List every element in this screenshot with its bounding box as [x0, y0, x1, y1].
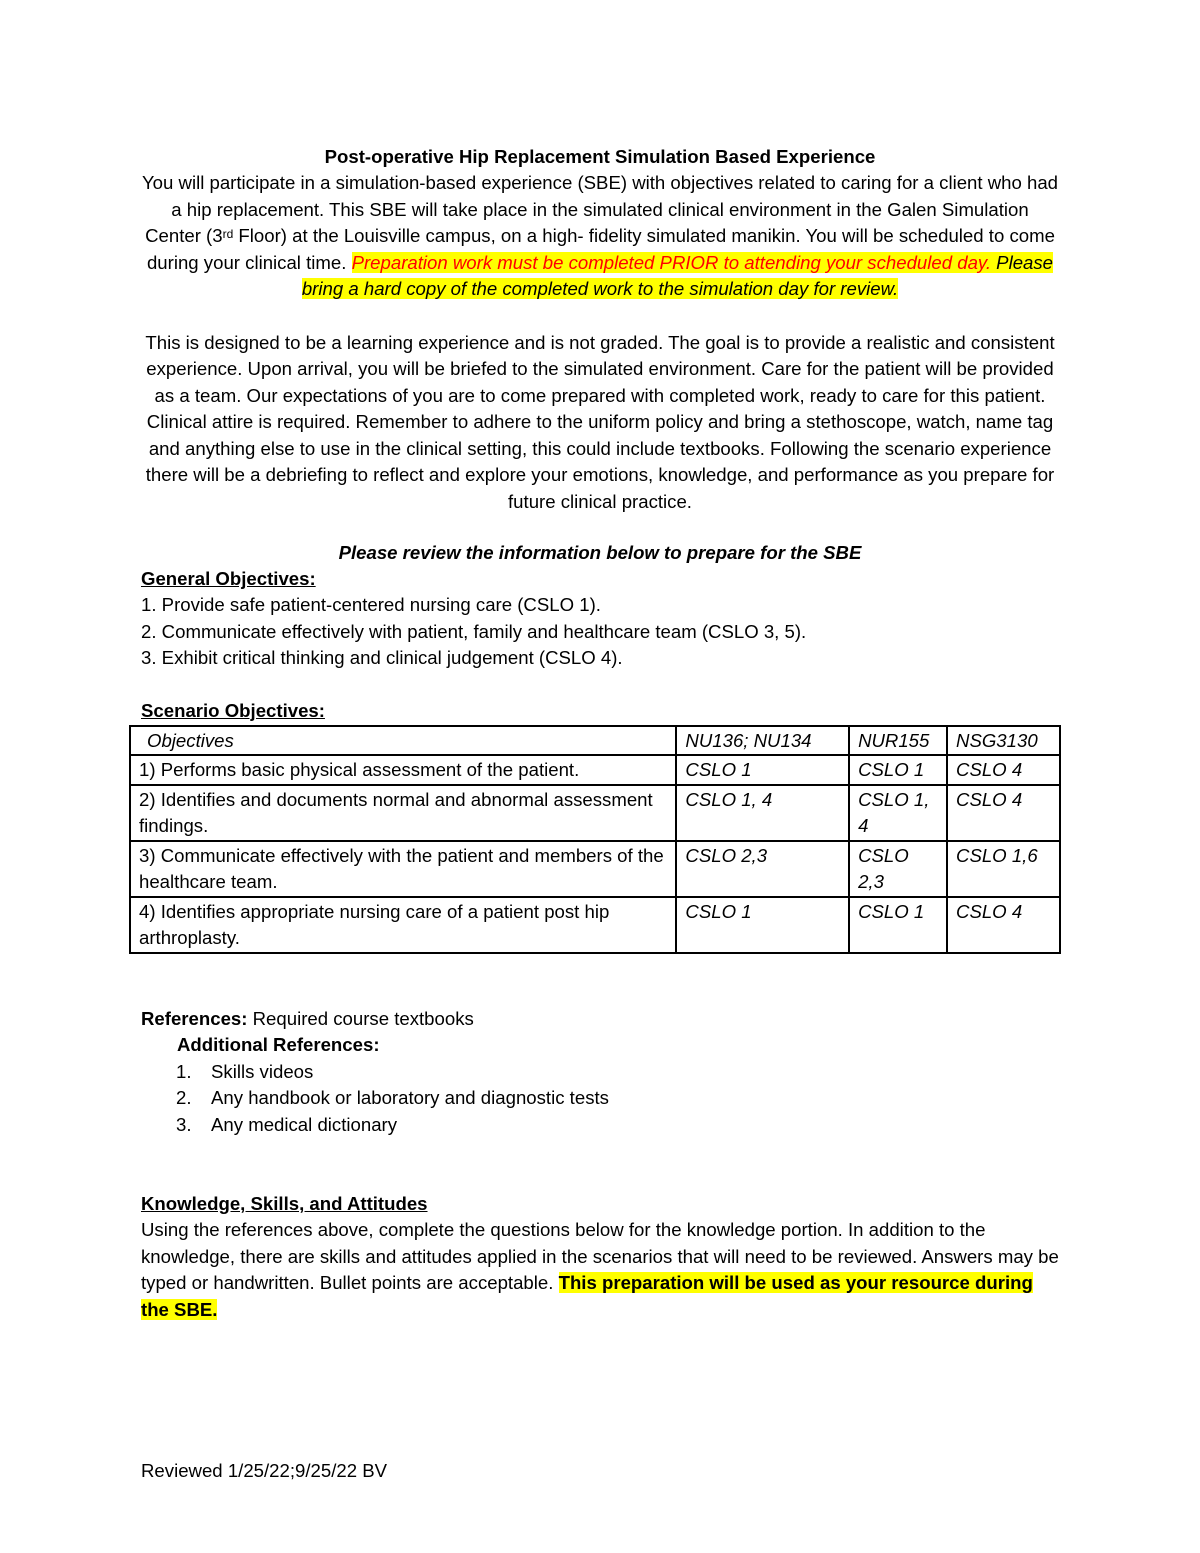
objective-text: Performs basic physical assessment of the patient. [155, 759, 580, 780]
general-objectives-list [141, 592, 1059, 672]
objective-text: Communicate effectively with the patient and members of the healthcare team. [139, 844, 664, 892]
list-text: Skills videos [211, 1060, 314, 1082]
general-objective-text: Provide safe patient-centered nursing care (CSLO 1). [156, 594, 601, 615]
table-cell: CSLO 1 [849, 897, 947, 953]
scenario-objectives-header: Scenario Objectives: [141, 699, 325, 721]
scenario-objectives-table [129, 725, 1061, 954]
general-objective-text: Communicate effectively with patient, family and healthcare team (CSLO 3, 5). [156, 620, 807, 642]
table-header-row [130, 726, 1060, 756]
list-num: 1. [176, 1060, 192, 1082]
ksa-header: Knowledge, Skills, and Attitudes [141, 1193, 428, 1214]
ksa-paragraph [141, 1217, 1059, 1323]
general-objective-num: 2. [141, 620, 157, 642]
objective-text: Identifies appropriate nursing care of a patient post hip arthroplasty. [139, 900, 610, 948]
table-cell: CSLO 2,3 [676, 841, 849, 897]
intro-text-2: Floor) at the Louisville campus, on a high- fidelity simulated manikin. You will be scheduled to come during your clinical time. [146, 225, 1055, 273]
table-row [130, 785, 1060, 841]
general-objective-num: 3. [141, 647, 157, 668]
document-title: Post-operative Hip Replacement Simulation Based Experience [324, 146, 876, 167]
additional-references-label: Additional References: [177, 1034, 380, 1055]
footer-review-date: Reviewed 1/25/22;9/25/22 BV [141, 1460, 388, 1481]
table-cell: CSLO 1 [676, 897, 849, 953]
general-objective-item [141, 592, 1059, 619]
intro-superscript: rd [222, 227, 234, 241]
list-num: 3. [176, 1113, 192, 1135]
general-objective-text: Exhibit critical thinking and clinical judgement (CSLO 4). [156, 647, 623, 668]
table-row [130, 897, 1060, 953]
list-text: Any medical dictionary [211, 1113, 398, 1135]
table-cell: CSLO 1,6 [947, 841, 1060, 897]
list-item [141, 1112, 1059, 1139]
objective-num: 4) [139, 900, 156, 922]
objective-text: Identifies and documents normal and abnormal assessment findings. [139, 788, 653, 836]
table-cell: CSLO 1 [849, 755, 947, 785]
intro-italic-highlight: Please bring a hard copy of the completed work to the simulation day for review. [301, 251, 1054, 299]
table-cell: CSLO 1, 4 [849, 785, 947, 841]
review-header: Please review the information below to prepare for the SBE [338, 542, 862, 563]
table-cell: CSLO 1, 4 [676, 785, 849, 841]
objective-num: 3) [139, 844, 156, 866]
additional-references-list [141, 1059, 1059, 1139]
table-cell: CSLO 4 [947, 785, 1060, 841]
list-num: 2. [176, 1087, 192, 1108]
objective-cell [130, 897, 676, 953]
objective-cell [130, 755, 676, 785]
intro-paragraph [141, 170, 1059, 303]
table-row [130, 755, 1060, 785]
general-objective-item [141, 645, 1059, 672]
document-content [141, 144, 1059, 1323]
general-objective-num: 1. [141, 594, 157, 615]
column-header: NSG3130 [947, 726, 1060, 756]
list-item [141, 1059, 1059, 1086]
description-paragraph: This is designed to be a learning experience and is not graded. The goal is to provide a realistic and consistent experience. Upon arrival, you will be briefed to the simulated environment. Care for the patient will be provided as a team. Our expectations of you are to come prepared with completed work, ready to care for this patient. Clinical attire is required. Remember to adhere to the uniform policy and bring a stethoscope, watch, name tag and anything else to use in the clinical setting, this could include textbooks. Following the scenario experience there will be a debriefing to reflect and explore your emotions, knowledge, and performance as you prepare for future clinical practice. [145, 331, 1055, 512]
table-cell: CSLO 1 [676, 755, 849, 785]
objective-cell [130, 785, 676, 841]
ksa-section [141, 1191, 1059, 1323]
general-objective-item [141, 619, 1059, 646]
column-header: Objectives [130, 726, 676, 756]
table-cell: CSLO 4 [947, 897, 1060, 953]
objective-cell [130, 841, 676, 897]
objective-num: 2) [139, 788, 156, 810]
column-header: NU136; NU134 [676, 726, 849, 756]
ksa-highlight: This preparation will be used as your resource during the SBE. [141, 1272, 1033, 1320]
table-cell: CSLO 4 [947, 755, 1060, 785]
column-header: NUR155 [849, 726, 947, 756]
intro-red-highlight: Preparation work must be completed PRIOR to attending your scheduled day. [351, 251, 991, 273]
list-text: Any handbook or laboratory and diagnostic tests [211, 1087, 609, 1108]
general-objectives-header: General Objectives: [141, 568, 316, 589]
ksa-text: Using the references above, complete the questions below for the knowledge portion. In addition to the knowledge, there are skills and attitudes applied in the scenarios that will need to be reviewed. Answers may be typed or handwritten. Bullet points are acceptable. [141, 1219, 1059, 1293]
references-text: Required course textbooks [247, 1007, 474, 1029]
table-row [130, 841, 1060, 897]
spacer [141, 672, 1059, 698]
references-label: References: [141, 1007, 248, 1029]
objective-num: 1) [139, 759, 156, 780]
references-line [141, 1006, 1059, 1033]
list-item [141, 1085, 1059, 1112]
intro-text-1: You will participate in a simulation-based experience (SBE) with objectives related to caring for a client who had a hip replacement. This SBE will take place in the simulated clinical environment in the Galen Simulation Center (3 [141, 172, 1059, 246]
table-cell: CSLO 2,3 [849, 841, 947, 897]
references-section [141, 1006, 1059, 1139]
